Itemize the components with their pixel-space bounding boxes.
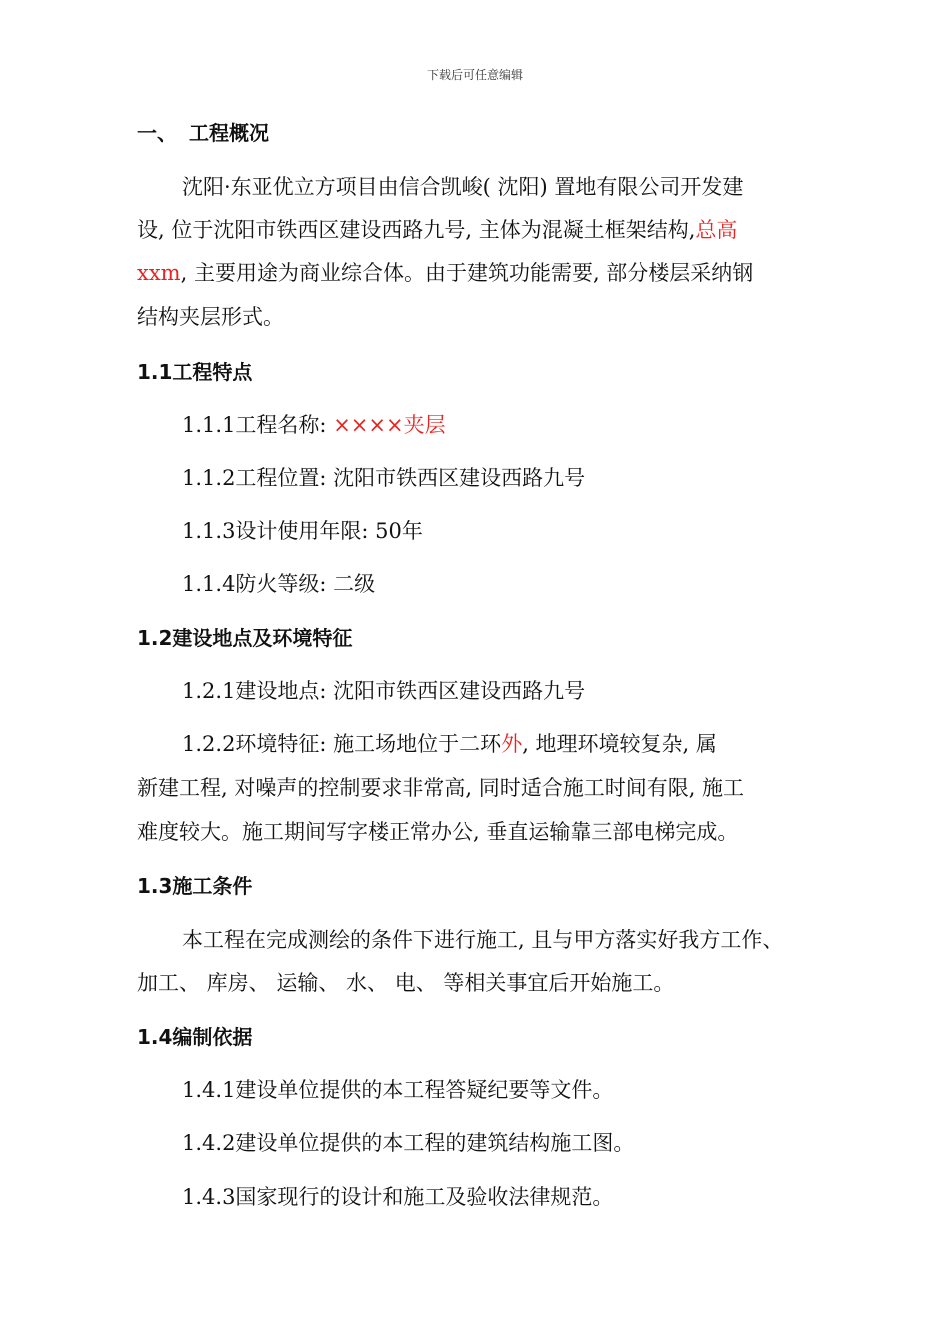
item-1-1-1-label: 1.1.1工程名称: xyxy=(182,413,334,437)
item-1-1-3: 1.1.3设计使用年限: 50年 xyxy=(182,519,423,543)
intro-highlight-height-label: 总高 xyxy=(695,218,738,242)
intro-line-3-text: , 主要用途为商业综合体。由于建筑功能需要, 部分楼层采纳钢 xyxy=(180,261,754,285)
intro-line-2-text: 设, 位于沈阳市铁西区建设西路九号, 主体为混凝土框架结构, xyxy=(137,218,696,242)
intro-line-4: 结构夹层形式。 xyxy=(137,305,284,329)
item-1-1-2: 1.1.2工程位置: 沈阳市铁西区建设西路九号 xyxy=(182,466,586,490)
intro-highlight-height-value: xxm xyxy=(137,261,181,285)
section-title: 工程概况 xyxy=(189,121,269,145)
conditions-line-2: 加工、 库房、 运输、 水、 电、 等相关事宜后开始施工。 xyxy=(137,971,675,995)
project-name-value: ××××夹层 xyxy=(333,413,446,437)
section-heading xyxy=(137,118,269,148)
conditions-line-1: 本工程在完成测绘的条件下进行施工, 且与甲方落实好我方工作、 xyxy=(182,928,784,952)
item-1-1-4: 1.1.4防火等级: 二级 xyxy=(182,572,376,596)
env-line-3: 难度较大。施工期间写字楼正常办公, 垂直运输靠三部电梯完成。 xyxy=(137,820,739,844)
intro-line-2 xyxy=(137,215,737,245)
page-header-note: 下载后可任意编辑 xyxy=(426,68,523,82)
intro-line-1: 沈阳·东亚优立方项目由信合凯峻( 沈阳) 置地有限公司开发建 xyxy=(182,175,744,199)
env-line-2: 新建工程, 对噪声的控制要求非常高, 同时适合施工时间有限, 施工 xyxy=(137,776,745,800)
subsection-heading-1-4: 1.4编制依据 xyxy=(137,1025,253,1049)
subsection-heading-1-1: 1.1工程特点 xyxy=(137,360,253,384)
intro-line-3 xyxy=(137,258,753,288)
subsection-heading-1-2: 1.2建设地点及环境特征 xyxy=(137,626,353,650)
item-1-2-2 xyxy=(182,729,717,759)
item-1-4-2: 1.4.2建设单位提供的本工程的建筑结构施工图。 xyxy=(182,1131,635,1155)
item-1-1-1 xyxy=(182,410,446,440)
item-1-2-1: 1.2.1建设地点: 沈阳市铁西区建设西路九号 xyxy=(182,679,586,703)
item-1-2-2-highlight: 外 xyxy=(501,732,523,756)
item-1-2-2-text-b: , 地理环境较复杂, 属 xyxy=(522,732,717,756)
item-1-2-2-text-a: 1.2.2环境特征: 施工场地位于二环 xyxy=(182,732,502,756)
section-number: 一、 xyxy=(137,121,177,145)
subsection-heading-1-3: 1.3施工条件 xyxy=(137,874,253,898)
item-1-4-3: 1.4.3国家现行的设计和施工及验收法律规范。 xyxy=(182,1185,614,1209)
item-1-4-1: 1.4.1建设单位提供的本工程答疑纪要等文件。 xyxy=(182,1078,614,1102)
